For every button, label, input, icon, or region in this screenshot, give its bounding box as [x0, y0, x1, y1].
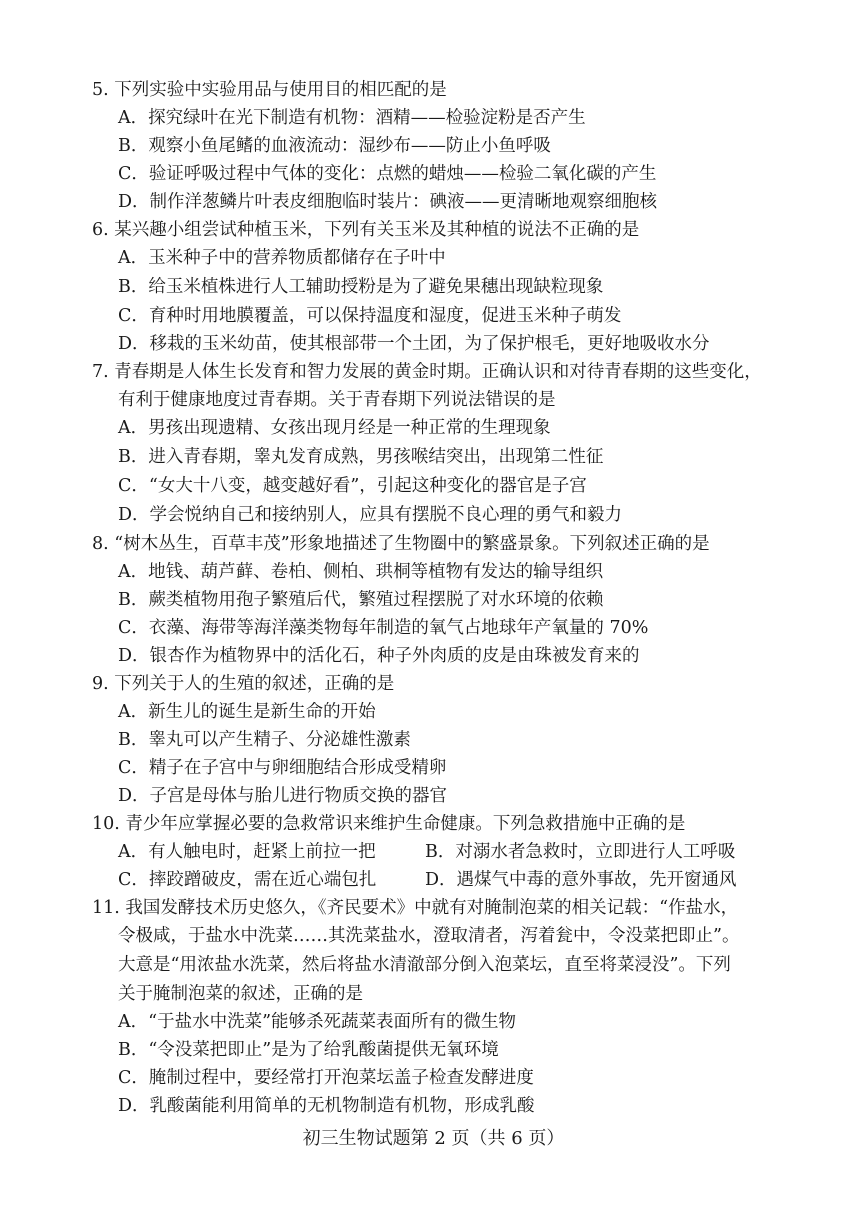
question-11-stem: 11. 我国发酵技术历史悠久，《齐民要术》中就有对腌制泡菜的相关记载：“作盐水， [92, 898, 739, 918]
question-11-option-b: B．“令没菜把即止”是为了给乳酸菌提供无氧环境 [118, 1040, 499, 1060]
question-7-stem-cont: 有利于健康地度过青春期。关于青春期下列说法错误的是 [118, 390, 556, 410]
question-6-option-b: B．给玉米植株进行人工辅助授粉是为了避免果穗出现缺粒现象 [118, 277, 604, 297]
question-10-option-c: C．摔跤蹭破皮，需在近心端包扎 [118, 870, 377, 890]
question-9-stem: 9. 下列关于人的生殖的叙述，正确的是 [92, 674, 395, 694]
question-10-option-b: B．对溺水者急救时，立即进行人工呼吸 [425, 842, 736, 862]
question-5-stem: 5. 下列实验中实验用品与使用目的相匹配的是 [92, 80, 447, 100]
question-5-option-d: D．制作洋葱鳞片叶表皮细胞临时装片：碘液——更清晰地观察细胞核 [118, 192, 658, 212]
question-6-stem: 6. 某兴趣小组尝试种植玉米，下列有关玉米及其种植的说法不正确的是 [92, 220, 640, 240]
question-11-option-a: A．“于盐水中洗菜”能够杀死蔬菜表面所有的微生物 [118, 1012, 517, 1032]
question-10-stem: 10. 青少年应掌握必要的急救常识来维护生命健康。下列急救措施中正确的是 [92, 814, 686, 834]
question-5-option-c: C．验证呼吸过程中气体的变化：点燃的蜡烛——检验二氧化碳的产生 [118, 164, 657, 184]
question-6-option-c: C．育种时用地膜覆盖，可以保持温度和湿度，促进玉米种子萌发 [118, 306, 622, 326]
question-8-stem: 8. “树木丛生，百草丰茂”形象地描述了生物圈中的繁盛景象。下列叙述正确的是 [92, 534, 710, 554]
question-8-option-d: D．银杏作为植物界中的活化石，种子外肉质的皮是由珠被发育来的 [118, 646, 640, 666]
question-11-stem-cont-2: 大意是“用浓盐水洗菜，然后将盐水清澈部分倒入泡菜坛，直至将菜浸没”。下列 [118, 955, 731, 975]
question-10-option-d: D．遇煤气中毒的意外事故，先开窗通风 [425, 870, 737, 890]
question-8-option-c: C．衣藻、海带等海洋藻类物每年制造的氧气占地球年产氧量的 70% [118, 618, 649, 638]
question-8-option-a: A．地钱、葫芦藓、卷柏、侧柏、珙桐等植物有发达的输导组织 [118, 562, 604, 582]
question-5-option-b: B．观察小鱼尾鳍的血液流动：湿纱布——防止小鱼呼吸 [118, 136, 551, 156]
question-9-option-a: A．新生儿的诞生是新生命的开始 [118, 702, 376, 722]
question-10-option-a: A．有人触电时，赶紧上前拉一把 [118, 842, 376, 862]
question-6-option-d: D．移栽的玉米幼苗，使其根部带一个土团，为了保护根毛，更好地吸收水分 [118, 334, 710, 354]
question-7-option-a: A．男孩出现遗精、女孩出现月经是一种正常的生理现象 [118, 418, 551, 438]
question-7-stem: 7. 青春期是人体生长发育和智力发展的黄金时期。正确认识和对待青春期的这些变化， [92, 362, 762, 382]
question-11-stem-cont-1: 令极咸，于盐水中洗菜……其洗菜盐水，澄取清者，泻着瓮中，令没菜把即止”。 [118, 926, 740, 946]
question-7-option-c: C．“女大十八变，越变越好看”，引起这种变化的器官是子宫 [118, 476, 587, 496]
question-9-option-d: D．子宫是母体与胎儿进行物质交换的器官 [118, 786, 448, 806]
question-11-option-d: D．乳酸菌能利用简单的无机物制造有机物，形成乳酸 [118, 1096, 535, 1116]
question-5-option-a: A．探究绿叶在光下制造有机物：酒精——检验淀粉是否产生 [118, 108, 586, 128]
question-9-option-c: C．精子在子宫中与卵细胞结合形成受精卵 [118, 758, 447, 778]
question-7-option-d: D．学会悦纳自己和接纳别人，应具有摆脱不良心理的勇气和毅力 [118, 505, 623, 525]
question-11-option-c: C．腌制过程中，要经常打开泡菜坛盖子检查发酵进度 [118, 1068, 534, 1088]
question-11-stem-cont-3: 关于腌制泡菜的叙述，正确的是 [118, 984, 363, 1004]
question-7-option-b: B．进入青春期，睾丸发育成熟，男孩喉结突出，出现第二性征 [118, 447, 604, 467]
page-footer: 初三生物试题第 2 页（共 6 页） [302, 1128, 565, 1149]
question-6-option-a: A．玉米种子中的营养物质都储存在子叶中 [118, 248, 446, 268]
question-8-option-b: B．蕨类植物用孢子繁殖后代，繁殖过程摆脱了对水环境的依赖 [118, 590, 604, 610]
question-9-option-b: B．睾丸可以产生精子、分泌雄性激素 [118, 730, 411, 750]
